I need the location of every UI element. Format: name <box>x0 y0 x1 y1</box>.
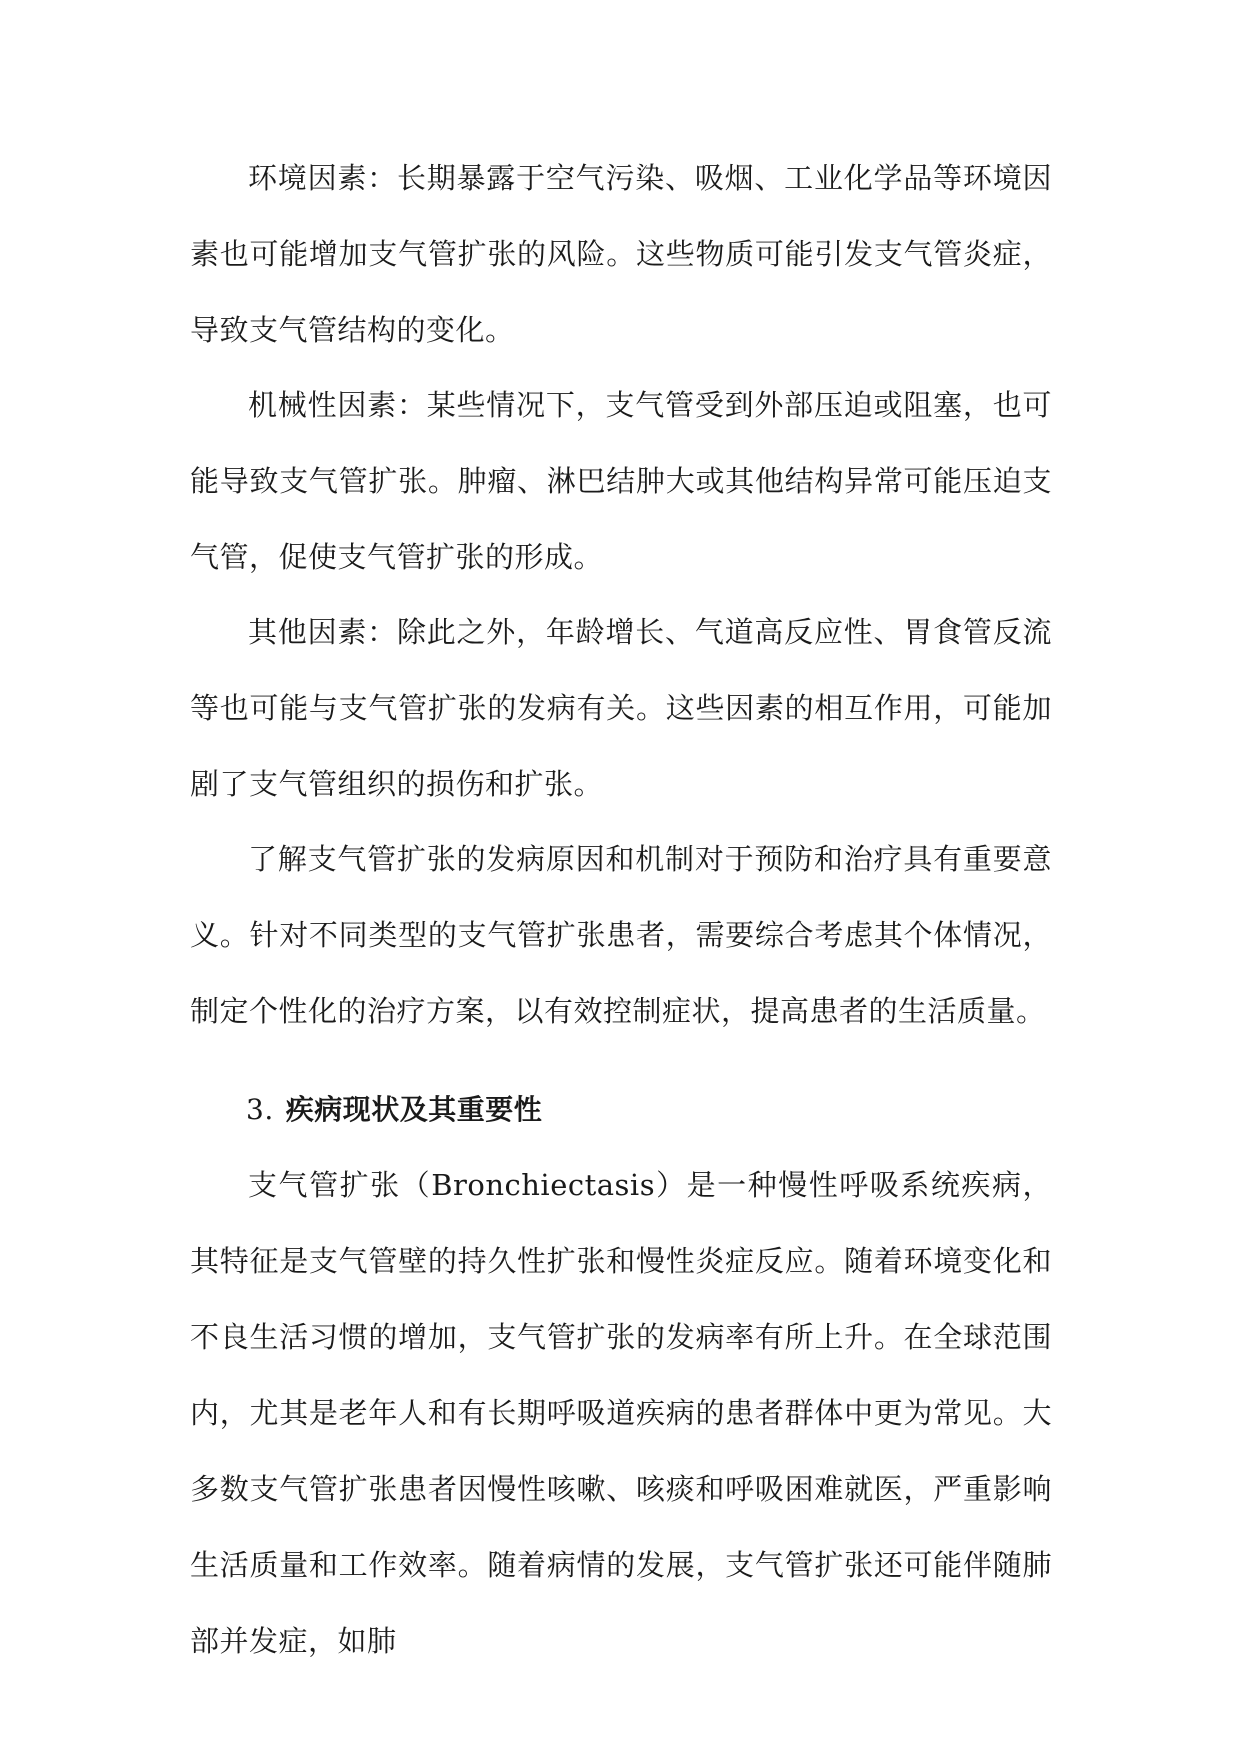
paragraph-summary: 了解支气管扩张的发病原因和机制对于预防和治疗具有重要意义。针对不同类型的支气管扩张患者，需要综合考虑其个体情况，制定个性化的治疗方案，以有效控制症状，提高患者的生活质量。 <box>190 842 1052 1028</box>
section-title: 疾病现状及其重要性 <box>285 1093 543 1126</box>
paragraph-disease-status: 支气管扩张（Bronchiectasis）是一种慢性呼吸系统疾病，其特征是支气管壁的持久性扩张和慢性炎症反应。随着环境变化和不良生活习惯的增加，支气管扩张的发病率有所上升。在全球范围内，尤其是老年人和有长期呼吸道疾病的患者群体中更为常见。大多数支气管扩张患者因慢性咳嗽、咳痰和呼吸困难就医，严重影响生活质量和工作效率。随着病情的发展，支气管扩张还可能伴随肺部并发症，如肺 <box>190 1168 1052 1658</box>
section-heading <box>190 1072 1052 1148</box>
paragraph-other-factors: 其他因素：除此之外，年龄增长、气道高反应性、胃食管反流等也可能与支气管扩张的发病有关。这些因素的相互作用，可能加剧了支气管组织的损伤和扩张。 <box>190 615 1052 801</box>
paragraph-mechanical-factors: 机械性因素：某些情况下，支气管受到外部压迫或阻塞，也可能导致支气管扩张。肿瘤、淋巴结肿大或其他结构异常可能压迫支气管，促使支气管扩张的形成。 <box>190 388 1052 574</box>
document-body <box>190 140 1052 1678</box>
section-number: 3. <box>246 1093 274 1126</box>
paragraph-environmental-factors: 环境因素：长期暴露于空气污染、吸烟、工业化学品等环境因素也可能增加支气管扩张的风险。这些物质可能引发支气管炎症，导致支气管结构的变化。 <box>190 161 1052 347</box>
